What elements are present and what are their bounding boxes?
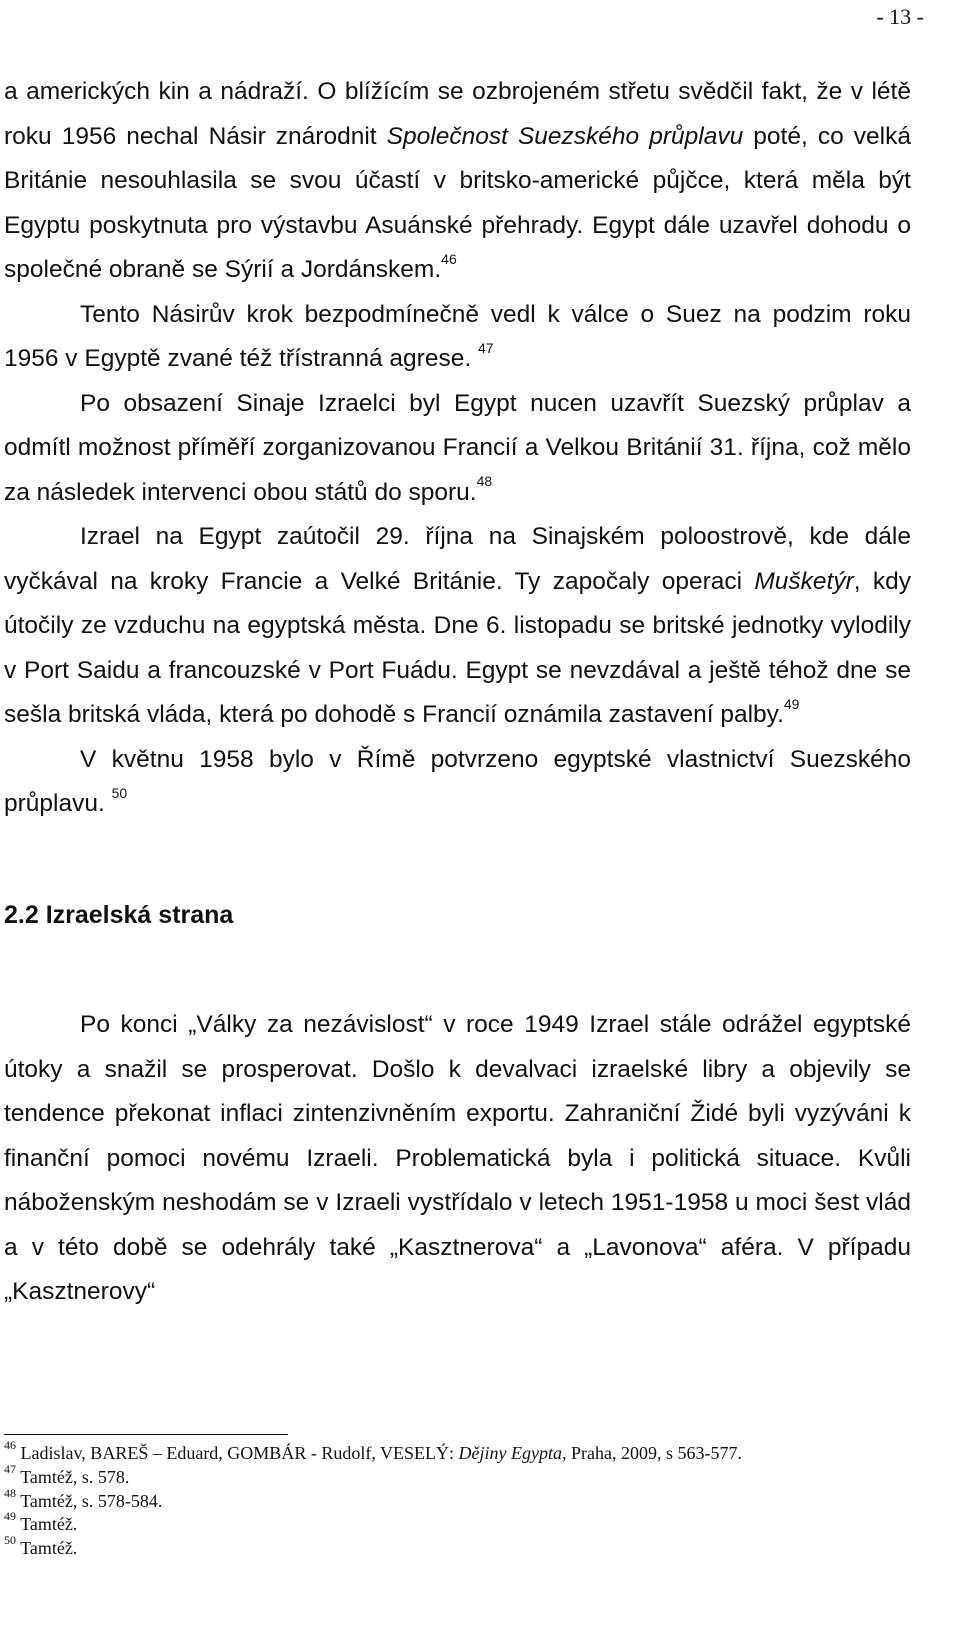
footnote-number: 49 [4, 1509, 16, 1524]
footnote-item [4, 1509, 944, 1537]
italic-term: Mušketýr [754, 567, 854, 595]
footnote-item [4, 1461, 944, 1490]
footnote-separator [4, 1434, 288, 1435]
footnote-italic: Dějiny Egypta [458, 1443, 562, 1463]
italic-term: Společnost Suezského průplavu [386, 122, 744, 150]
paragraph-6 [4, 1003, 911, 1315]
paragraph-text: Po obsazení Sinaje Izraelci byl Egypt nucen uzavřít Suezský průplav a odmítl možnost příměří zorganizovanou Francií a Velkou Británií 31. října, což mělo za následek intervenci obou států do sporu. [4, 389, 911, 506]
document-body [4, 70, 911, 1315]
page-number: - 13 - [876, 4, 924, 29]
paragraph-text: V květnu 1958 bylo v Římě potvrzeno egyptské vlastnictví Suezského průplavu. [4, 745, 911, 817]
footnote-number: 46 [4, 1438, 16, 1452]
footnote-text: Tamtéž. [20, 1538, 78, 1559]
footnote-ref[interactable]: 46 [441, 250, 457, 267]
paragraph-text: Izrael na Egypt zaútočil 29. října na Sinajském poloostrově, kde dále vyčkával na kroky Francie a Velké Británie. Ty započaly operaci [4, 523, 911, 595]
paragraph-4 [4, 515, 911, 738]
footnote-item [4, 1533, 944, 1561]
paragraph-text: poté, co velká Británie nesouhlasila se svou účastí v britsko-americké půjčce, která měla být Egyptu poskytnuta pro výstavbu Asuánské přehrady. Egypt dále uzavřel dohodu o společné obraně se Sýrií a Jordánskem. [4, 122, 911, 283]
footnote-number: 50 [4, 1533, 16, 1548]
paragraph-1 [4, 70, 911, 293]
paragraph-3 [4, 382, 911, 516]
paragraph-text: Po konci „Války za nezávislost“ v roce 1949 Izrael stále odrážel egyptské útoky a snažil se prosperovat. Došlo k devalvaci izraelské libry a objevily se tendence překonat inflaci zintenzivněním exportu. Zahraniční Židé byli vyzýváni k finanční pomoci novému Izraeli. Problematická byla i politická situace. Kvůli náboženským neshodám se v Izraeli vystřídalo v letech 1951-1958 u moci šest vlád a v této době se odehrály také „Kasztnerova“ a „Lavonova“ aféra. V případu „Kasztnerovy“ [4, 1011, 911, 1305]
footnote-ref[interactable]: 50 [111, 784, 128, 801]
footnote-text: Tamtéž, s. 578-584. [20, 1490, 163, 1511]
footnote-number: 48 [4, 1485, 16, 1500]
footnote-text: Ladislav, BAREŠ – Eduard, GOMBÁR - Rudolf, VESELÝ: [20, 1443, 459, 1463]
section-heading: 2.2 Izraelská strana [4, 900, 234, 929]
paragraph-5 [4, 738, 911, 827]
footnote-number: 47 [4, 1461, 16, 1476]
footnote-item [4, 1485, 944, 1514]
footnote-text: Tamtéž, s. 578. [20, 1466, 130, 1487]
footnote-ref[interactable]: 48 [476, 473, 493, 490]
footnote-text: Tamtéž. [20, 1514, 78, 1535]
paragraph-text: , kdy útočily ze vzduchu na egyptská města. Dne 6. listopadu se britské jednotky vylodily v Port Saidu a francouzské v Port Fuádu. Egypt se nevzdával a ještě téhož dne se sešla britská vláda, která po dohodě s Francií oznámila zastavení palby. [4, 567, 912, 728]
footnote-ref[interactable]: 49 [783, 695, 800, 712]
footnote-item [4, 1438, 944, 1466]
paragraph-2 [4, 293, 911, 382]
footnote-ref[interactable]: 47 [477, 339, 494, 356]
paragraph-text: a amerických kin a nádraží. O blížícím se ozbrojeném střetu svědčil fakt, že v létě roku 1956 nechal Násir znárodnit [4, 78, 911, 150]
footnote-text: , Praha, 2009, s 563-577. [561, 1443, 742, 1463]
paragraph-text: Tento Násirův krok bezpodmínečně vedl k válce o Suez na podzim roku 1956 v Egyptě zvané též třístranná agrese. [4, 300, 911, 372]
footnotes [4, 1438, 944, 1561]
